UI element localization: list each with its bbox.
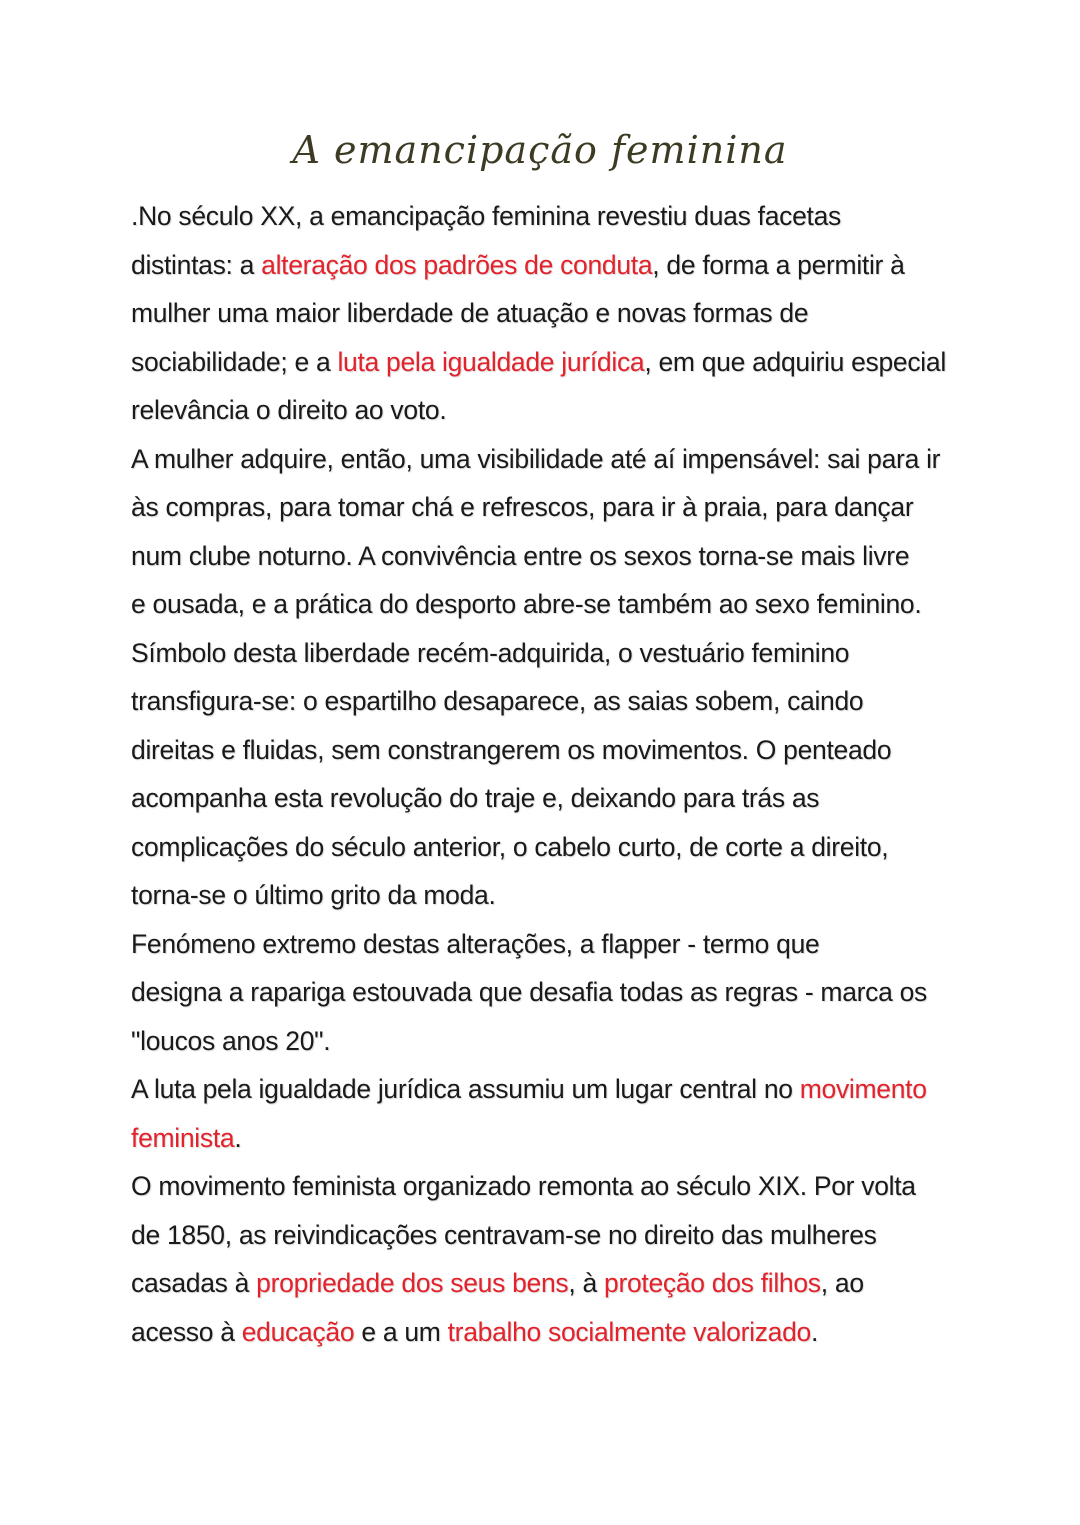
text-line [131,1065,961,1114]
text-segment: "loucos anos 20". [131,1025,331,1056]
text-segment: de 1850, as reivindicações centravam-se no direito das mulheres [131,1219,877,1250]
text-segment: Fenómeno extremo destas alterações, a flapper - termo que [131,928,820,959]
text-segment: . [811,1316,819,1347]
text-segment: acompanha esta revolução do traje e, deixando para trás as [131,783,820,813]
text-segment: mulher uma maior liberdade de atuação e novas formas de [131,298,809,328]
text-segment: A mulher adquire, então, uma visibilidade até aí impensável: sai para ir [131,443,941,474]
body-text [131,192,961,1356]
text-line [131,580,961,629]
text-segment: , ao [820,1268,864,1298]
highlighted-term: trabalho socialmente valorizado [447,1316,811,1347]
text-segment: às compras, para tomar chá e refrescos, para ir à praia, para dançar [131,492,914,522]
text-segment: complicações do século anterior, o cabelo curto, de corte a direito, [131,831,889,862]
text-segment: e a um [354,1316,448,1347]
text-segment: , em que adquiriu especial [644,346,946,377]
text-segment: , de forma a permitir à [652,249,905,280]
text-line [131,920,961,969]
text-line [131,1017,961,1066]
text-segment: distintas: a [131,249,262,280]
text-line [131,1162,961,1211]
text-segment: relevância o direito ao voto. [131,395,447,425]
text-line [131,677,961,726]
highlighted-term: propriedade dos seus bens [256,1268,569,1298]
text-segment: casadas à [131,1268,257,1298]
text-line [131,532,961,581]
text-line [131,1308,961,1357]
text-line [131,435,961,484]
text-line [131,629,961,678]
text-line [131,1211,961,1260]
text-segment: , à [568,1268,605,1298]
text-line [131,483,961,532]
text-line [131,774,961,823]
text-segment: torna-se o último grito da moda. [131,880,496,910]
text-line [131,871,961,920]
text-line [131,726,961,775]
text-line [131,1114,961,1163]
text-segment: acesso à [131,1316,242,1347]
highlighted-term: proteção dos filhos [604,1268,821,1298]
text-line [131,338,961,387]
text-segment: .No século XX, a emancipação feminina revestiu duas facetas [131,201,841,231]
text-segment: e ousada, e a prática do desporto abre-se também ao sexo feminino. [131,589,922,619]
highlighted-term: feminista [131,1122,235,1153]
text-segment: designa a rapariga estouvada que desafia todas as regras - marca os [131,977,928,1007]
text-line [131,241,961,290]
highlighted-term: movimento [799,1074,927,1104]
text-segment: Símbolo desta liberdade recém-adquirida, o vestuário feminino [131,637,850,668]
highlighted-term: luta pela igualdade jurídica [337,346,645,377]
text-line [131,823,961,872]
text-segment: transfigura-se: o espartilho desaparece, as saias sobem, caindo [131,686,864,716]
text-segment: . [234,1122,242,1153]
text-line [131,1259,961,1308]
text-line [131,386,961,435]
text-segment: O movimento feminista organizado remonta ao século XIX. Por volta [131,1171,916,1201]
text-segment: num clube noturno. A convivência entre os sexos torna-se mais livre [131,540,910,571]
highlighted-term: alteração dos padrões de conduta [261,249,653,280]
text-line [131,968,961,1017]
text-segment: sociabilidade; e a [131,346,338,377]
text-segment: direitas e fluidas, sem constrangerem os movimentos. O penteado [131,734,892,765]
text-segment: A luta pela igualdade jurídica assumiu um lugar central no [131,1074,800,1104]
text-line [131,289,961,338]
text-line [131,192,961,241]
page-title: A emancipação feminina [292,128,788,172]
highlighted-term: educação [241,1316,355,1347]
